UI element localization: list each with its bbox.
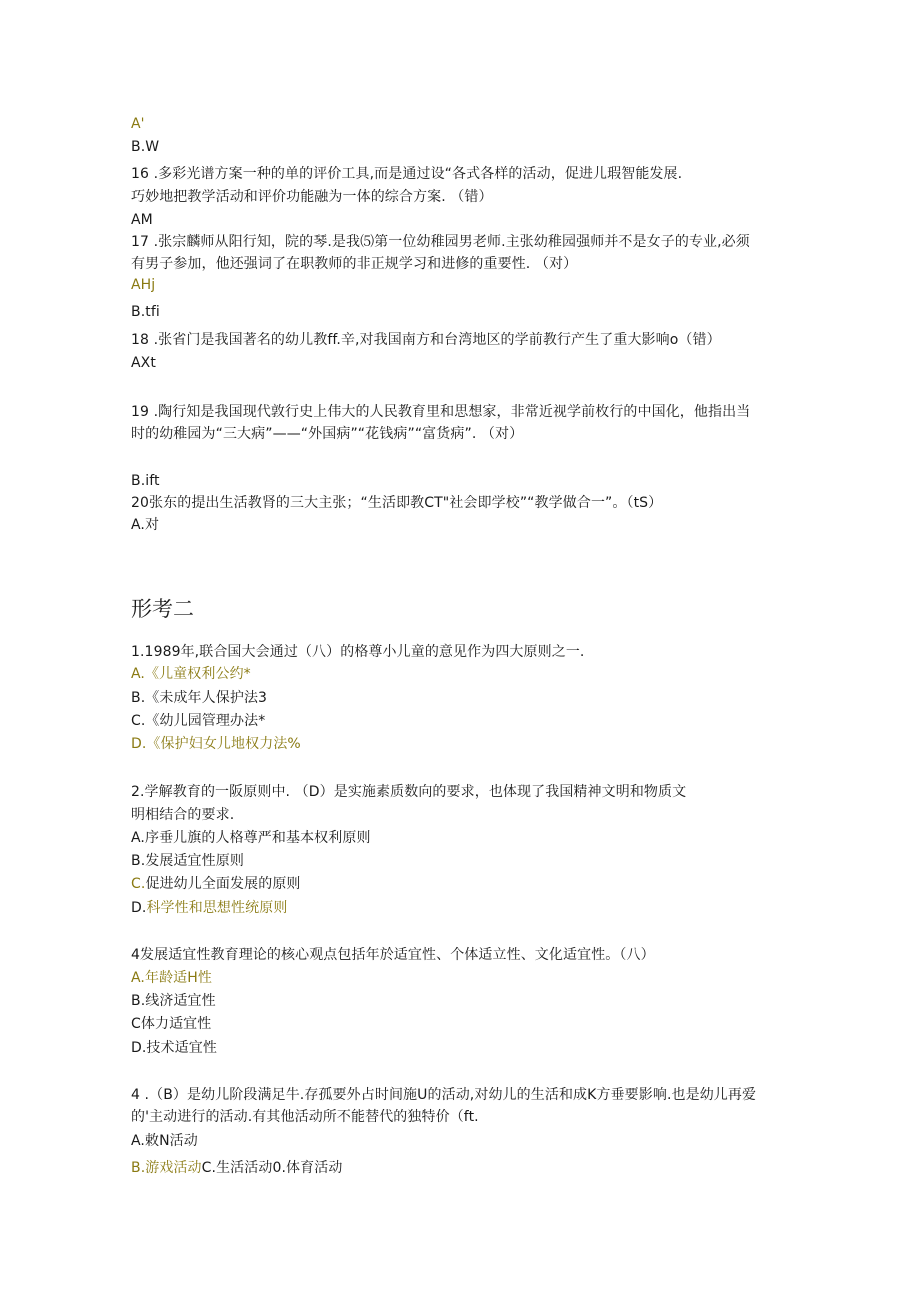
option-text: A.年龄适H性	[131, 970, 213, 986]
question-20-line1: 20张东的提出生活教肾的三大主张；“生活即教CT"社会即学校”“教学做合一”。（tS）	[131, 495, 663, 511]
question-2-stem-line1: 2.学解教育的一阪原则中. （D）是实施素质数向的要求，也体现了我国精神文明和物质文	[131, 784, 687, 800]
question-2-stem-line2: 明相结合的要求.	[131, 807, 235, 823]
question-19-line1: 19 .陶行知是我国现代敦行史上伟大的人民教育里和思想家，非常近视学前枚行的中国化，他指出当	[131, 404, 751, 420]
option-text: AXt	[131, 355, 156, 371]
question-16-line2: 巧妙地把教学活动和评价功能融为一体的综合方案. （错）	[131, 189, 493, 205]
option-text: B.线济适宜性	[131, 993, 216, 1009]
question-16-line1: 16 .多彩光谱方案一种的单的评价工具,而是通过设“各式各样的活动，促进儿瑕智能发展.	[131, 166, 683, 182]
option-text: A.对	[131, 517, 160, 533]
option-text: B.ift	[131, 473, 160, 489]
option-text: A.序垂儿旗的人格尊严和基本权利原则	[131, 830, 371, 846]
option-text: B.发展适宜性原则	[131, 853, 244, 869]
question-1-stem: 1.1989年,联合国大会通过（八）的格尊小儿童的意见作为四大原则之一.	[131, 644, 585, 660]
option-text: AHj	[131, 277, 156, 293]
option-body: 促进幼儿全面发展的原则	[145, 876, 301, 892]
question-17-line1: 17 .张宗麟师从阳行知，院的琴.是我⑸第一位幼稚园男老师.主张幼稚园强师并不是女子的专业,必须	[131, 234, 750, 250]
option-text	[131, 899, 287, 917]
option-text	[131, 1159, 342, 1177]
option-text: B.《未成年人保护法3	[131, 690, 268, 706]
question-3-stem: 4发展适宜性教育理论的核心观点包括年於适宜性、个体适立性、文化适宜性。（八）	[131, 947, 655, 963]
option-text: D.《保护妇女儿地权力法%	[131, 736, 301, 752]
option-text: C体力适宜性	[131, 1016, 212, 1032]
option-text: C.《幼儿园管理办法*	[131, 713, 266, 729]
option-text: AM	[131, 212, 153, 228]
question-18-line1: 18 .张省门是我国著名的幼儿教ff.辛,对我国南方和台湾地区的学前教行产生了重大影响o（错）	[131, 332, 721, 348]
option-text: A.《儿童权利公约*	[131, 666, 251, 682]
option-text: D.技术适宜性	[131, 1040, 217, 1056]
option-text	[131, 875, 301, 893]
option-text: A'	[131, 116, 145, 132]
question-19-line2: 时的幼稚园为“三大病”——“外国病”“花钱病”“富货病”. （对）	[131, 426, 524, 442]
section-title: 形考二	[131, 597, 194, 621]
option-letter: D.	[131, 900, 147, 916]
option-text: A.敕N活动	[131, 1133, 198, 1149]
option-letter: C.	[131, 876, 146, 892]
option-highlight: B.游戏活动	[131, 1160, 202, 1176]
option-rest: C.生活活动0.体育活动	[201, 1160, 343, 1176]
option-body: 科学性和思想性统原则	[146, 900, 288, 916]
option-text: B.W	[131, 139, 160, 155]
question-4-stem-line1: 4 .（B）是幼儿阶段满足牛.存孤要外占时间施U的活动,对幼儿的生活和成K方垂要影响.也是幼儿再爱	[131, 1087, 757, 1103]
option-text: B.tfi	[131, 304, 160, 320]
question-17-line2: 有男子参加，他还强词了在职教师的非正规学习和进修的重要性. （对）	[131, 256, 578, 272]
question-4-stem-line2: 的'主动进行的活动.有其他活动所不能替代的独特价（ft.	[131, 1109, 479, 1125]
